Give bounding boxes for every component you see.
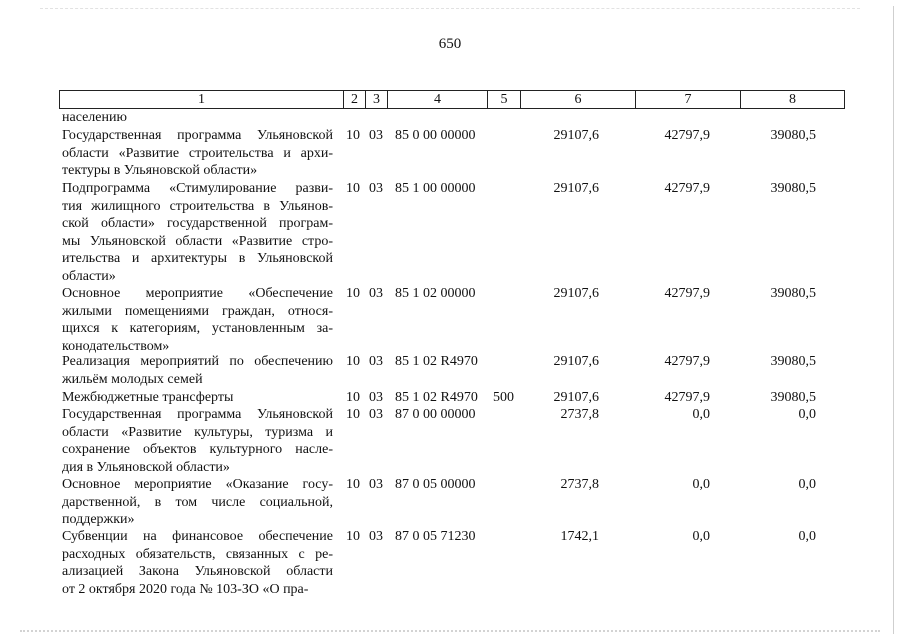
cell-amount-1: 29107,6 (553, 286, 599, 301)
cell-section: 10 (346, 390, 360, 405)
cell-amount-1: 2737,8 (560, 407, 599, 422)
row-description (62, 180, 333, 285)
description-line: Основное мероприятие «Оказание госу- (62, 477, 333, 492)
header-col-2: 2 (343, 91, 365, 108)
cell-target-code: 87 0 05 00000 (395, 477, 476, 492)
cell-amount-1: 2737,8 (560, 477, 599, 492)
row-description (62, 285, 333, 355)
description-line: области «Развитие строительства и архи- (62, 145, 333, 161)
cell-target-code: 85 1 02 R4970 (395, 354, 478, 369)
table-header (59, 90, 845, 109)
description-line: мы Ульяновской области «Развитие стро- (62, 233, 333, 249)
description-line: ализацией Закона Ульяновской области (62, 564, 333, 579)
description-line: конодательством» (62, 338, 170, 354)
cell-amount-2: 42797,9 (664, 390, 710, 405)
description-line: ской области» государственной програм- (62, 216, 333, 231)
cell-amount-1: 29107,6 (553, 354, 599, 369)
cell-target-code: 87 0 00 00000 (395, 407, 476, 422)
row-description (62, 406, 333, 476)
cell-subsection: 03 (369, 181, 383, 196)
description-line: поддержки» (62, 512, 135, 527)
description-line: Реализация мероприятий по обеспечению (62, 354, 333, 369)
cell-amount-2: 42797,9 (664, 354, 710, 369)
page-number: 650 (438, 36, 462, 52)
row-description (62, 476, 333, 529)
row-description (62, 127, 333, 180)
cell-amount-3: 39080,5 (770, 181, 816, 196)
cell-section: 10 (346, 529, 360, 544)
description-line: от 2 октября 2020 года № 103-ЗО «О пра- (62, 581, 309, 597)
description-line: Подпрограмма «Стимулирование разви- (62, 181, 333, 196)
description-line: дия в Ульяновской области» (62, 459, 230, 475)
description-line: Межбюджетные трансферты (62, 390, 234, 405)
cell-target-code: 85 0 00 00000 (395, 128, 476, 143)
description-line: Основное мероприятие «Обеспечение (62, 286, 333, 301)
header-col-7: 7 (635, 91, 740, 108)
cell-subsection: 03 (369, 407, 383, 422)
description-line: ительства и архитектуры в Ульяновской (62, 251, 333, 266)
cell-amount-3: 39080,5 (770, 354, 816, 369)
cell-amount-3: 39080,5 (770, 128, 816, 143)
cell-amount-3: 0,0 (798, 477, 816, 492)
description-line: щихся к категориям, установленным за- (62, 321, 333, 336)
description-line: жильём молодых семей (62, 371, 203, 387)
header-col-1: 1 (198, 92, 205, 107)
description-line: Государственная программа Ульяновской (62, 407, 333, 422)
cell-amount-1: 29107,6 (553, 128, 599, 143)
cell-expense-type: 500 (493, 390, 514, 405)
cell-subsection: 03 (369, 354, 383, 369)
header-col-6: 6 (520, 91, 635, 108)
cell-section: 10 (346, 181, 360, 196)
description-line: тия жилищного строительства в Ульянов- (62, 198, 333, 214)
cell-amount-2: 42797,9 (664, 286, 710, 301)
description-line: тектуры в Ульяновской области» (62, 163, 258, 178)
cell-amount-2: 0,0 (692, 477, 710, 492)
cell-amount-1: 29107,6 (553, 181, 599, 196)
continuation-text: населению (62, 110, 127, 125)
description-line: жилыми помещениями граждан, относя- (62, 303, 333, 319)
cell-section: 10 (346, 354, 360, 369)
cell-target-code: 85 1 02 R4970 (395, 390, 478, 405)
scan-edge-top (40, 8, 860, 9)
cell-section: 10 (346, 477, 360, 492)
cell-amount-1: 1742,1 (560, 529, 599, 544)
row-description (62, 389, 333, 407)
header-col-3: 3 (365, 91, 387, 108)
description-line: Государственная программа Ульяновской (62, 128, 333, 143)
cell-amount-3: 0,0 (798, 407, 816, 422)
cell-amount-2: 0,0 (692, 529, 710, 544)
cell-section: 10 (346, 128, 360, 143)
cell-section: 10 (346, 286, 360, 301)
cell-section: 10 (346, 407, 360, 422)
cell-amount-3: 39080,5 (770, 286, 816, 301)
cell-amount-3: 39080,5 (770, 390, 816, 405)
cell-amount-2: 42797,9 (664, 181, 710, 196)
header-col-4: 4 (387, 91, 487, 108)
cell-amount-3: 0,0 (798, 529, 816, 544)
scan-edge-bottom (20, 630, 880, 632)
description-line: расходных обязательств, связанных с ре- (62, 546, 333, 562)
cell-target-code: 87 0 05 71230 (395, 529, 476, 544)
description-line: области «Развитие культуры, туризма и (62, 424, 333, 440)
cell-target-code: 85 1 00 00000 (395, 181, 476, 196)
scan-edge-right (893, 6, 894, 634)
description-line: Субвенции на финансовое обеспечение (62, 529, 333, 544)
header-col-8: 8 (740, 91, 844, 108)
cell-subsection: 03 (369, 529, 383, 544)
cell-amount-1: 29107,6 (553, 390, 599, 405)
cell-subsection: 03 (369, 286, 383, 301)
cell-subsection: 03 (369, 128, 383, 143)
description-line: дарственной, в том числе социальной, (62, 494, 333, 510)
cell-target-code: 85 1 02 00000 (395, 286, 476, 301)
cell-amount-2: 42797,9 (664, 128, 710, 143)
header-col-5: 5 (487, 91, 520, 108)
description-line: сохранение объектов культурного насле- (62, 442, 333, 457)
cell-amount-2: 0,0 (692, 407, 710, 422)
row-description (62, 353, 333, 388)
row-description (62, 528, 333, 598)
description-line: области» (62, 268, 116, 284)
cell-subsection: 03 (369, 477, 383, 492)
cell-subsection: 03 (369, 390, 383, 405)
